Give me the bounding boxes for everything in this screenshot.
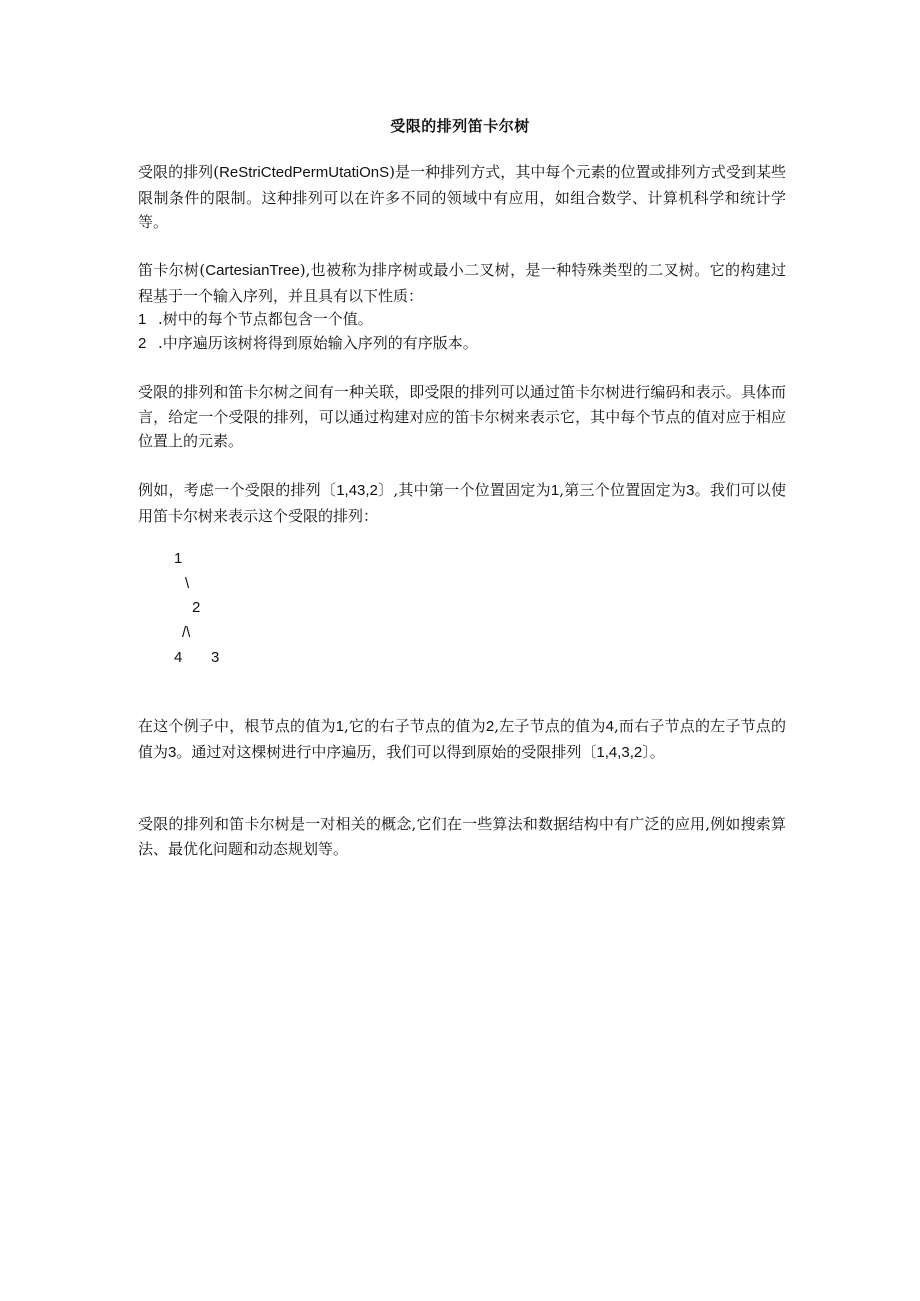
paragraph-conclusion: 受限的排列和笛卡尔树是一对相关的概念,它们在一些算法和数据结构中有广泛的应用,例如搜索算法、最优化问题和动态规划等。 bbox=[138, 815, 786, 858]
text-segment: 。通过对这棵树进行中序遍历，我们可以得到原始的受限排列〔 bbox=[176, 742, 597, 761]
number-text: 1 bbox=[550, 482, 560, 499]
tree-edge-fork: /\ bbox=[182, 624, 191, 641]
text-segment: ,左子节点的值为 bbox=[494, 717, 606, 735]
text-segment: ,它的右子节点的值为 bbox=[344, 717, 486, 735]
text-segment: )是一种排列方式，其中每个元素的位置或排列方式受到某些限制条件的限制。这种排列可以在许多不同的领域中有应用，如组合数学、计算机科学和统计学等。 bbox=[138, 163, 787, 231]
text-segment: 〕。 bbox=[642, 742, 665, 761]
paragraph-relation: 受限的排列和笛卡尔树之间有一种关联，即受限的排列可以通过笛卡尔树进行编码和表示。具体而言，给定一个受限的排列，可以通过构建对应的笛卡尔树来表示它，其中每个节点的值对应于相应位置上的元素。 bbox=[138, 383, 786, 450]
list-text: .树中的每个节点都包含一个值。 bbox=[158, 310, 373, 328]
text-segment: 在这个例子中，根节点的值为 bbox=[138, 717, 336, 735]
number-text: 3 bbox=[686, 482, 695, 499]
text-segment: 〕,其中第一个位置固定为 bbox=[377, 481, 551, 499]
text-segment: 例如，考虑一个受限的排列〔 bbox=[138, 481, 337, 499]
list-text: .中序遍历该树将得到原始输入序列的有序版本。 bbox=[158, 334, 478, 352]
text-segment: 受限的排列( bbox=[138, 163, 220, 181]
list-number: 2 bbox=[138, 335, 147, 352]
tree-node-2: 2 bbox=[192, 599, 201, 616]
tree-root-node: 1 bbox=[174, 550, 183, 567]
text-segment: 。我们可以使用笛卡尔树来表示这个受限的排列： bbox=[138, 481, 786, 525]
number-text: 1 bbox=[335, 718, 345, 735]
number-text: 2 bbox=[485, 718, 495, 735]
english-term: ReStriCtedPermUtatiOnS bbox=[219, 164, 390, 181]
tree-leaf-left: 4 bbox=[174, 649, 183, 666]
tree-leaf-right: 3 bbox=[211, 649, 220, 666]
list-number: 1 bbox=[138, 311, 147, 328]
list-item-property-2 bbox=[138, 331, 786, 357]
english-term: CartesianTree bbox=[205, 262, 300, 279]
number-text: 3 bbox=[168, 743, 177, 761]
page-title: 受限的排列笛卡尔树 bbox=[390, 117, 530, 135]
text-segment: ),也被称为排序树或最小二叉树，是一种特殊类型的二叉树。它的构建过程基于一个输入序列，并且具有以下性质： bbox=[138, 261, 786, 305]
number-text: 1,43,2 bbox=[336, 482, 378, 499]
list-item-property-1 bbox=[138, 307, 786, 333]
number-text: 4 bbox=[605, 718, 614, 735]
paragraph-cartesian-tree-intro bbox=[138, 258, 786, 308]
tree-edge-right: \ bbox=[185, 575, 190, 592]
paragraph-example-explanation bbox=[138, 714, 786, 765]
text-segment: ,第三个位置固定为 bbox=[559, 481, 687, 499]
number-text: 1,4,3,2 bbox=[596, 743, 643, 761]
text-segment: ,而右子节点的左子节点的值为 bbox=[138, 717, 786, 761]
text-segment: 笛卡尔树( bbox=[138, 261, 206, 279]
paragraph-example bbox=[138, 478, 786, 528]
paragraph-restricted-permutation-intro bbox=[138, 160, 786, 235]
